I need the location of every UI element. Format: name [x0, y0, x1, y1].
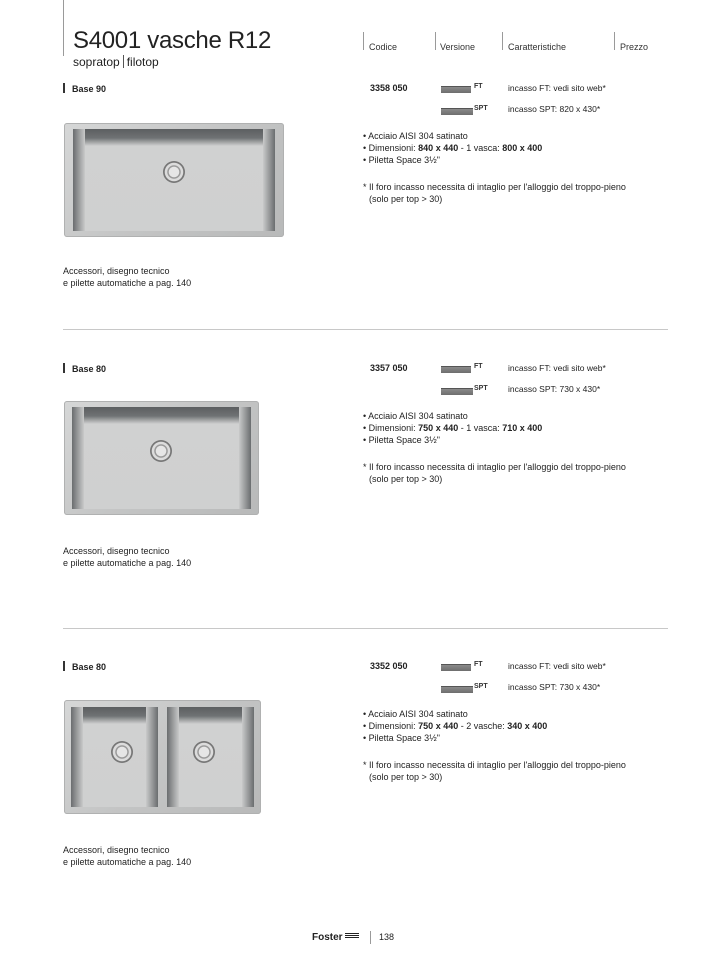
col-head-prezzo: Prezzo	[620, 42, 649, 52]
section-2-code: 3357 050	[370, 363, 408, 373]
section-marker	[63, 661, 65, 671]
logo-stripes-icon	[345, 933, 359, 939]
ft-install-text: incasso FT: vedi sito web*	[508, 83, 606, 93]
spt-install-icon	[441, 686, 473, 693]
ft-tag: FT	[474, 363, 483, 370]
sink-image-base80-single	[64, 401, 259, 515]
sink-image-base90	[64, 123, 284, 237]
feature-drain: • Piletta Space 3½"	[363, 733, 440, 743]
spt-tag: SPT	[474, 385, 488, 392]
ft-install-text: incasso FT: vedi sito web*	[508, 363, 606, 373]
section-1-note: * Il foro incasso necessita di intaglio per l'alloggio del troppo-pieno (solo per top > 30)	[363, 182, 626, 204]
footer-separator	[370, 931, 371, 944]
section-3-features	[363, 708, 547, 744]
section-1-features	[363, 130, 542, 166]
section-1-accessories: Accessori, disegno tecnico e pilette automatiche a pag. 140	[63, 266, 192, 288]
col-head-codice: Codice	[369, 42, 398, 52]
ft-tag: FT	[474, 661, 483, 668]
section-3-accessories: Accessori, disegno tecnico e pilette automatiche a pag. 140	[63, 845, 192, 867]
feature-dimensions: • Dimensioni: 750 x 440 - 1 vasca: 710 x 400	[363, 423, 543, 433]
spt-install-text: incasso SPT: 730 x 430*	[508, 682, 601, 692]
ft-install-icon	[441, 366, 471, 373]
col-rule-prezzo	[614, 32, 615, 50]
feature-steel: • Acciaio AISI 304 satinato	[363, 411, 468, 421]
spt-install-text: incasso SPT: 820 x 430*	[508, 104, 601, 114]
feature-dimensions: • Dimensioni: 840 x 440 - 1 vasca: 800 x 400	[363, 143, 543, 153]
page-subtitle	[73, 55, 159, 69]
spt-tag: SPT	[474, 105, 488, 112]
spt-install-icon	[441, 388, 473, 395]
drain-icon	[150, 440, 172, 462]
spt-tag: SPT	[474, 683, 488, 690]
col-rule-caratteristiche	[502, 32, 503, 50]
section-3-label: Base 80	[63, 661, 106, 672]
col-head-versione: Versione	[440, 42, 476, 52]
section-marker	[63, 363, 65, 373]
ft-tag: FT	[474, 83, 483, 90]
section-1-label: Base 90	[63, 83, 106, 94]
section-2-accessories: Accessori, disegno tecnico e pilette automatiche a pag. 140	[63, 546, 192, 568]
section-divider	[63, 628, 668, 629]
col-rule-codice	[363, 32, 364, 50]
feature-drain: • Piletta Space 3½"	[363, 435, 440, 445]
feature-steel: • Acciaio AISI 304 satinato	[363, 709, 468, 719]
section-3-note: * Il foro incasso necessita di intaglio per l'alloggio del troppo-pieno (solo per top > 30)	[363, 760, 626, 782]
title-left-rule	[63, 0, 64, 56]
feature-dimensions: • Dimensioni: 750 x 440 - 2 vasche: 340 x 400	[363, 721, 548, 731]
subtitle-sopratop: sopratop	[73, 55, 120, 69]
section-1-code: 3358 050	[370, 83, 408, 93]
drain-icon	[193, 741, 215, 763]
section-2-note: * Il foro incasso necessita di intaglio per l'alloggio del troppo-pieno (solo per top > 30)	[363, 462, 626, 484]
page-number: 138	[379, 932, 395, 942]
section-marker	[63, 83, 65, 93]
ft-install-icon	[441, 664, 471, 671]
page-title: S4001 vasche R12	[73, 27, 272, 54]
drain-icon	[111, 741, 133, 763]
drain-icon	[163, 161, 185, 183]
spt-install-text: incasso SPT: 730 x 430*	[508, 384, 601, 394]
section-3-code: 3352 050	[370, 661, 408, 671]
section-divider	[63, 329, 668, 330]
sink-image-base80-double	[64, 700, 261, 814]
section-2-features	[363, 410, 542, 446]
ft-install-icon	[441, 86, 471, 93]
subtitle-separator	[123, 55, 124, 68]
spt-install-icon	[441, 108, 473, 115]
col-rule-versione	[435, 32, 436, 50]
section-2-label: Base 80	[63, 363, 106, 374]
feature-drain: • Piletta Space 3½"	[363, 155, 440, 165]
col-head-caratteristiche: Caratteristiche	[508, 42, 567, 52]
ft-install-text: incasso FT: vedi sito web*	[508, 661, 606, 671]
subtitle-filotop: filotop	[126, 55, 159, 69]
feature-steel: • Acciaio AISI 304 satinato	[363, 131, 468, 141]
foster-logo: Foster	[312, 932, 359, 943]
